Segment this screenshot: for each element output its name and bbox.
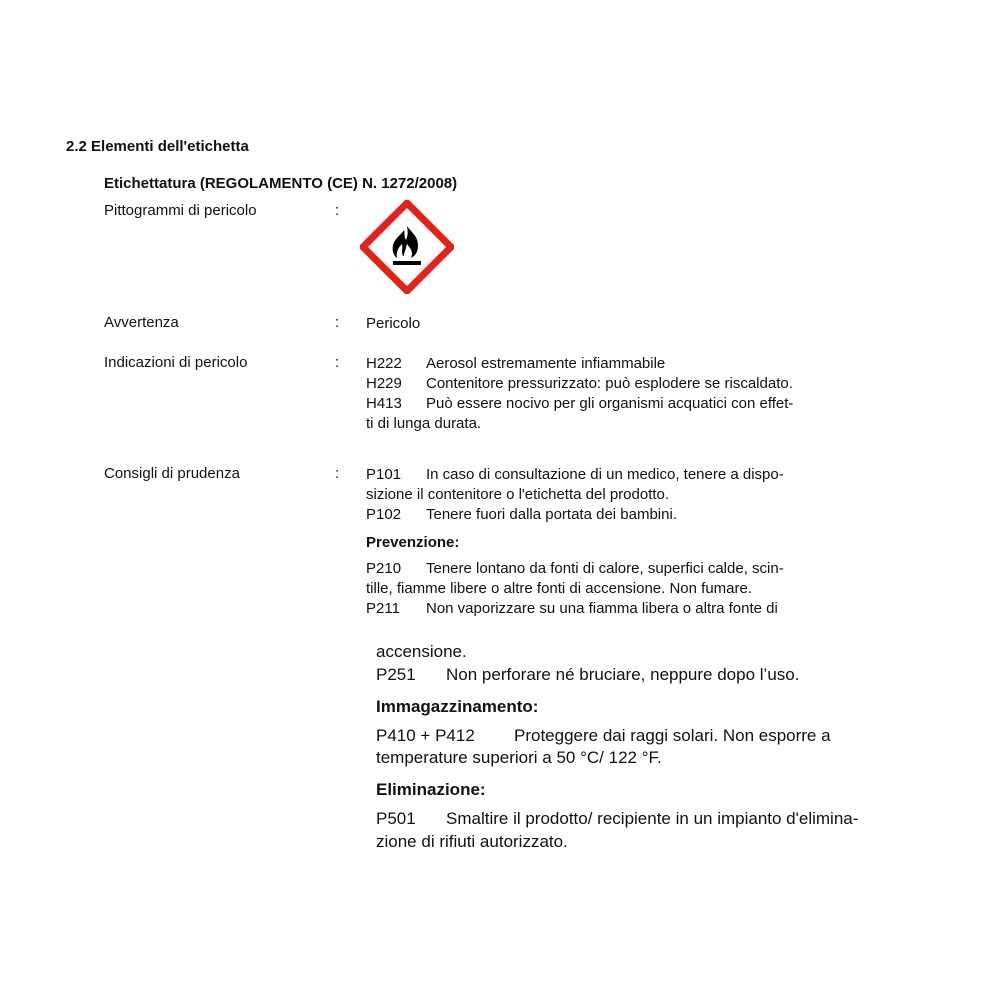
precaution-text-continued: temperature superiori a 50 °C/ 122 °F. [376,748,662,767]
precaution-text: In caso di consultazione di un medico, tenere a dispo- [426,466,784,483]
signal-word-value: Pericolo [366,315,421,332]
precaution-text: Tenere fuori dalla portata dei bambini. [426,506,677,523]
regulation-heading: Etichettatura (REGOLAMENTO (CE) N. 1272/2008) [104,175,458,192]
pictograms-label: Pittogrammi di pericolo [104,202,257,219]
precaution-text-continued: tille, fiamme libere o altre fonti di accensione. Non fumare. [366,580,753,597]
hazard-statements-label: Indicazioni di pericolo [104,354,248,371]
precaution-code: P102 [366,506,402,523]
precaution-text: Smaltire il prodotto/ recipiente in un impianto d'elimina- [446,809,859,828]
hazard-code: H413 [366,395,402,412]
hazard-code: H222 [366,355,402,372]
hazard-text-continued: ti di lunga durata. [366,415,482,432]
hazard-text: Può essere nocivo per gli organismi acquatici con effet- [426,395,794,412]
hazard-text: Contenitore pressurizzato: può esplodere se riscaldato. [426,375,793,392]
storage-heading: Immagazzinamento: [376,697,539,716]
precaution-text: Tenere lontano da fonti di calore, superfici calde, scin- [426,560,784,577]
precaution-code: P210 [366,560,402,577]
precaution-code: P501 [376,809,416,828]
precaution-text-continued: accensione. [376,642,467,661]
colon: : [335,465,340,482]
hazard-code: H229 [366,375,402,392]
precaution-text: Proteggere dai raggi solari. Non esporre a [514,726,831,745]
precaution-code: P211 [366,600,400,617]
precaution-code: P251 [376,665,416,684]
precaution-text-continued: sizione il contenitore o l'etichetta del prodotto. [366,486,670,503]
flame-pictogram-icon [360,200,454,294]
colon: : [335,354,340,371]
precaution-text: Non vaporizzare su una fiamma libera o altra fonte di [426,600,778,617]
colon: : [335,202,340,219]
section-title: 2.2 Elementi dell'etichetta [66,138,249,155]
signal-word-label: Avvertenza [104,314,179,331]
precaution-text-continued: zione di rifiuti autorizzato. [376,832,568,851]
precaution-text: Non perforare né bruciare, neppure dopo l’uso. [446,665,800,684]
colon: : [335,314,340,331]
hazard-text: Aerosol estremamente infiammabile [426,355,666,372]
disposal-heading: Eliminazione: [376,780,486,799]
prevention-heading: Prevenzione: [366,534,460,551]
precaution-code: P410 + P412 [376,726,475,745]
precaution-code: P101 [366,466,402,483]
precautionary-label: Consigli di prudenza [104,465,240,482]
